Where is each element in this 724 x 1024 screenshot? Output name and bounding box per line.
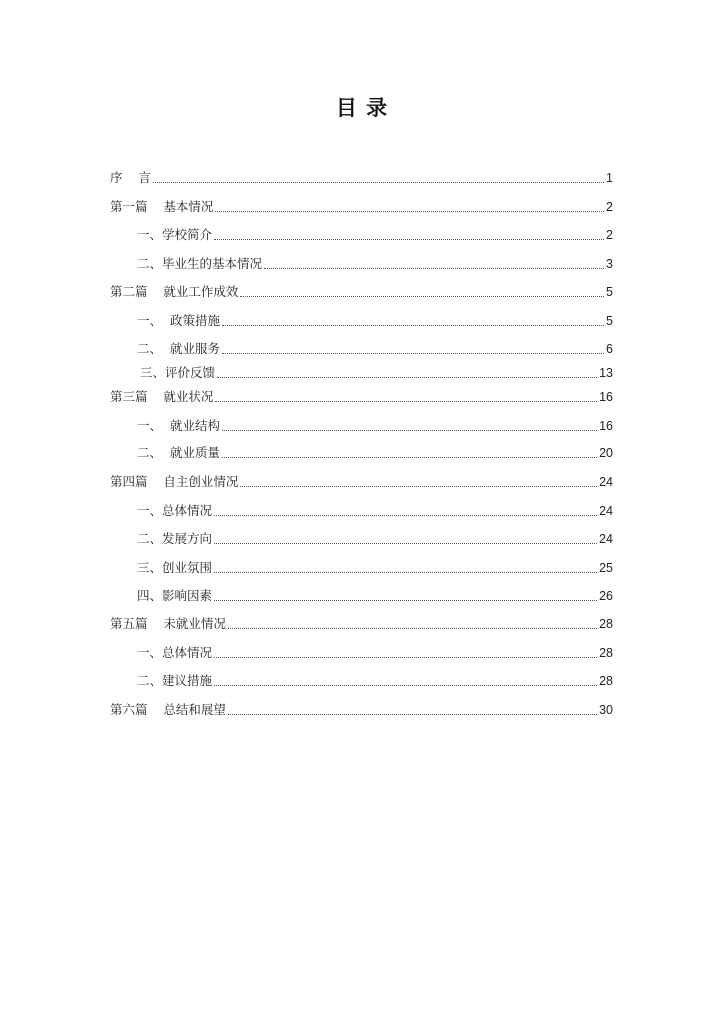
dot-leader (214, 657, 597, 658)
toc-entry[interactable] (110, 472, 613, 492)
toc-entry-page: 30 (599, 703, 613, 717)
dot-leader (214, 600, 597, 601)
dot-leader (153, 182, 604, 183)
toc-entry[interactable] (110, 282, 613, 302)
dot-leader (214, 515, 597, 516)
toc-entry[interactable] (137, 339, 613, 359)
toc-entry-page: 26 (599, 589, 613, 603)
toc-entry[interactable] (110, 197, 613, 217)
toc-entry[interactable] (140, 363, 613, 383)
toc-entry[interactable] (137, 416, 613, 436)
toc-entry-page: 24 (599, 504, 613, 518)
dot-leader (228, 714, 597, 715)
toc-entry-label: 第一篇 基本情况 (110, 199, 214, 214)
toc-entry-label: 第五篇 未就业情况 (110, 616, 226, 631)
toc-entry[interactable] (110, 387, 613, 407)
toc-entry-label: 二、发展方向 (137, 531, 213, 546)
dot-leader (214, 572, 597, 573)
toc-entry-page: 2 (606, 228, 613, 242)
toc-entry-label: 一、总体情况 (137, 503, 213, 518)
dot-leader (222, 325, 604, 326)
toc-entry-page: 28 (599, 617, 613, 631)
toc-entry-label: 一、 政策措施 (137, 313, 220, 328)
toc-entry-label: 四、影响因素 (137, 588, 213, 603)
toc-entry-page: 6 (606, 342, 613, 356)
toc-entry-label: 一、学校简介 (137, 227, 213, 242)
toc-entry-label: 二、建议措施 (137, 673, 213, 688)
dot-leader (214, 543, 597, 544)
toc-entry-page: 20 (599, 446, 613, 460)
toc-entry-label: 第六篇 总结和展望 (110, 702, 226, 717)
dot-leader (215, 401, 597, 402)
dot-leader (214, 685, 597, 686)
toc-entry-label: 序 言 (110, 170, 151, 185)
toc-entry[interactable] (137, 671, 613, 691)
toc-title: 目 录 (335, 96, 389, 120)
toc-entry-page: 16 (599, 419, 613, 433)
dot-leader (264, 268, 604, 269)
toc-entry[interactable] (137, 643, 613, 663)
toc-entry-page: 5 (606, 314, 613, 328)
toc-entry-page: 1 (606, 171, 613, 185)
dot-leader (214, 239, 604, 240)
toc-entry[interactable] (137, 529, 613, 549)
dot-leader (240, 296, 604, 297)
toc-entry[interactable] (137, 311, 613, 331)
toc-entry[interactable] (137, 501, 613, 521)
toc-entry-page: 25 (599, 561, 613, 575)
dot-leader (222, 430, 597, 431)
toc-entry-label: 三、评价反馈 (140, 365, 216, 380)
toc-entry[interactable] (137, 586, 613, 606)
toc-entry-page: 5 (606, 285, 613, 299)
toc-entry-page: 2 (606, 200, 613, 214)
dot-leader (228, 628, 597, 629)
toc-entry-label: 一、总体情况 (137, 645, 213, 660)
toc-entry-page: 28 (599, 674, 613, 688)
toc-entry-label: 二、 就业服务 (137, 341, 220, 356)
toc-entry-label: 第三篇 就业状况 (110, 389, 214, 404)
dot-leader (215, 211, 604, 212)
toc-entry-label: 二、毕业生的基本情况 (137, 256, 263, 271)
toc-entry[interactable] (137, 558, 613, 578)
toc-entry-label: 二、 就业质量 (137, 445, 220, 460)
toc-entry[interactable] (110, 614, 613, 634)
toc-entry[interactable] (137, 254, 613, 274)
toc-entry[interactable] (110, 700, 613, 720)
toc-entry-label: 第四篇 自主创业情况 (110, 474, 239, 489)
toc-entry[interactable] (110, 168, 613, 188)
toc-entry[interactable] (137, 225, 613, 245)
toc-entry[interactable] (137, 443, 613, 463)
dot-leader (222, 353, 604, 354)
toc-entry-label: 一、 就业结构 (137, 418, 220, 433)
toc-entry-page: 24 (599, 532, 613, 546)
toc-entry-page: 3 (606, 257, 613, 271)
toc-entry-page: 28 (599, 646, 613, 660)
toc-entry-page: 24 (599, 475, 613, 489)
dot-leader (240, 486, 597, 487)
toc-entry-label: 第二篇 就业工作成效 (110, 284, 239, 299)
toc-entry-page: 16 (599, 390, 613, 404)
toc-entry-label: 三、创业氛围 (137, 560, 213, 575)
dot-leader (217, 377, 597, 378)
toc-entry-page: 13 (599, 366, 613, 380)
dot-leader (222, 457, 597, 458)
